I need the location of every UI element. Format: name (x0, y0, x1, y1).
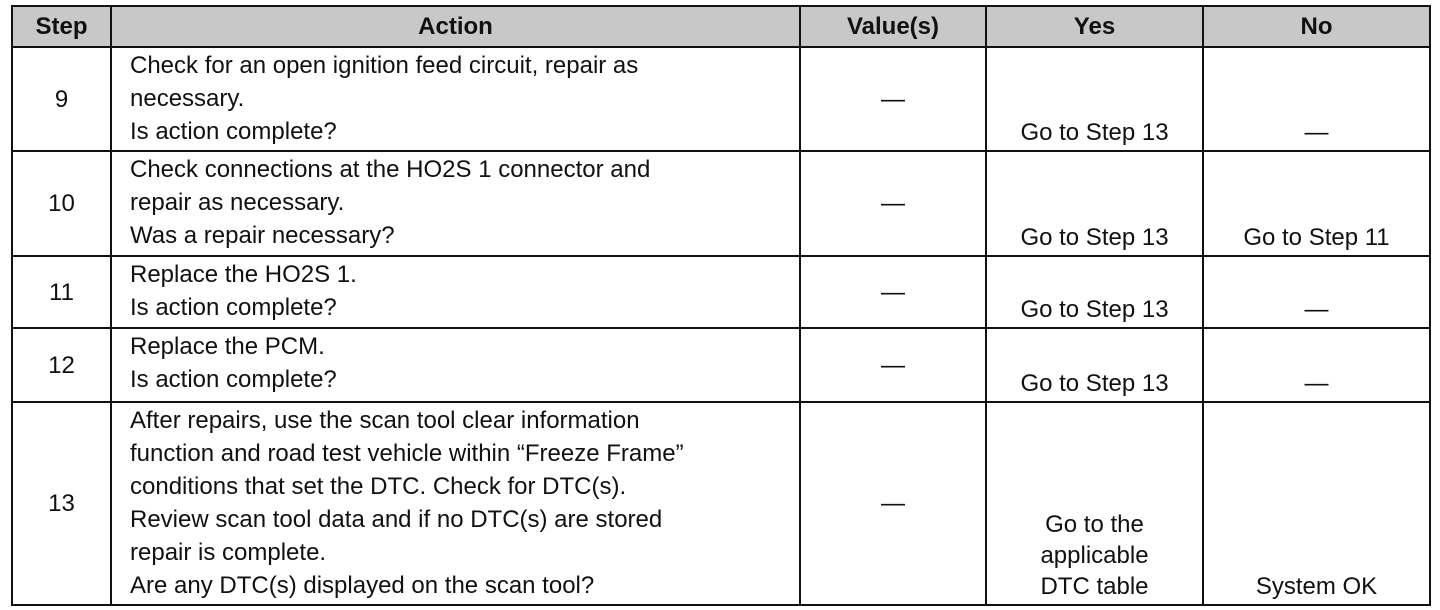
table-row (12, 47, 1430, 151)
diagnostic-table (11, 5, 1431, 606)
yes-cell (986, 151, 1203, 256)
header-step: Step (12, 6, 111, 47)
action-line: function and road test vehicle within “Freeze Frame” (130, 440, 684, 467)
action-cell (111, 151, 800, 256)
header-yes: Yes (986, 6, 1203, 47)
no-cell (1203, 256, 1430, 328)
yes-line: Go to Step 13 (1020, 296, 1169, 323)
action-line: repair as necessary. (130, 189, 345, 216)
header-row (12, 6, 1430, 47)
action-line: After repairs, use the scan tool clear information (130, 407, 640, 434)
yes-line: Go to the (1045, 511, 1144, 538)
no-line: Go to Step 11 (1243, 224, 1390, 251)
no-cell (1203, 151, 1430, 256)
header-values: Value(s) (800, 6, 986, 47)
action-line: Are any DTC(s) displayed on the scan tool? (130, 572, 595, 599)
yes-line: DTC table (1040, 573, 1149, 600)
value-cell: — (800, 151, 986, 256)
yes-cell (986, 256, 1203, 328)
step-cell: 9 (12, 47, 111, 151)
no-line: — (1304, 370, 1329, 397)
value-cell: — (800, 328, 986, 402)
step-cell: 11 (12, 256, 111, 328)
action-cell (111, 256, 800, 328)
no-cell (1203, 47, 1430, 151)
header-action: Action (111, 6, 800, 47)
value-cell: — (800, 256, 986, 328)
no-line: — (1304, 296, 1329, 323)
action-line: Review scan tool data and if no DTC(s) are stored (130, 506, 663, 533)
yes-cell (986, 47, 1203, 151)
action-cell (111, 47, 800, 151)
action-line: Replace the PCM. (130, 333, 325, 360)
step-cell: 13 (12, 402, 111, 605)
table-row (12, 256, 1430, 328)
action-line: Check for an open ignition feed circuit, repair as (130, 52, 639, 79)
no-line: System OK (1255, 573, 1378, 600)
yes-line: Go to Step 13 (1020, 119, 1169, 146)
table-row (12, 402, 1430, 605)
no-cell (1203, 402, 1430, 605)
action-line: Was a repair necessary? (130, 222, 395, 249)
action-cell (111, 402, 800, 605)
step-cell: 12 (12, 328, 111, 402)
yes-cell (986, 402, 1203, 605)
action-line: Check connections at the HO2S 1 connector and (130, 156, 651, 183)
value-cell: — (800, 47, 986, 151)
action-line: repair is complete. (130, 539, 327, 566)
yes-cell (986, 328, 1203, 402)
no-cell (1203, 328, 1430, 402)
action-line: Is action complete? (130, 294, 337, 321)
yes-line: Go to Step 13 (1020, 370, 1169, 397)
action-line: Replace the HO2S 1. (130, 261, 357, 288)
header-no: No (1203, 6, 1430, 47)
yes-line: applicable (1040, 542, 1149, 569)
action-line: Is action complete? (130, 366, 337, 393)
step-cell: 10 (12, 151, 111, 256)
action-line: necessary. (130, 85, 245, 112)
value-cell: — (800, 402, 986, 605)
action-line: Is action complete? (130, 118, 337, 145)
yes-line: Go to Step 13 (1020, 224, 1169, 251)
action-line: conditions that set the DTC. Check for DTC(s). (130, 473, 627, 500)
table-row (12, 328, 1430, 402)
table-row (12, 151, 1430, 256)
action-cell (111, 328, 800, 402)
no-line: — (1304, 119, 1329, 146)
